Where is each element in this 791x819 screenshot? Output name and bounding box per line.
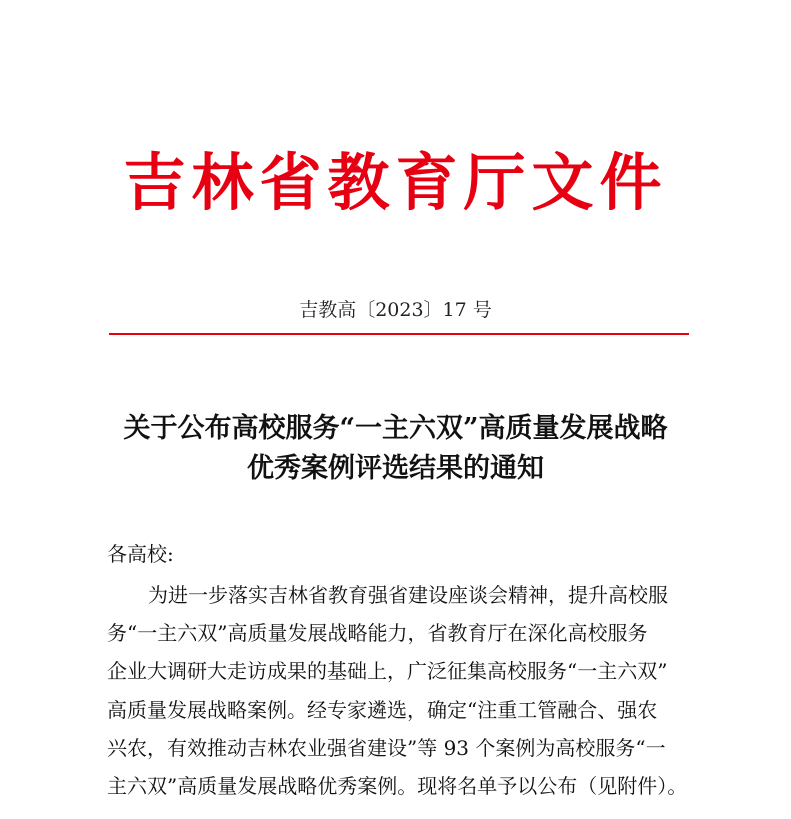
body-line: 兴农，有效推动吉林农业强省建设”等 93 个案例为高校服务“一 [107, 735, 666, 760]
body-line: 为进一步落实吉林省教育强省建设座谈会精神，提升高校服 [148, 583, 668, 607]
document-header-title: 吉林省教育厅文件 [123, 146, 668, 219]
body-line: 主六双”高质量发展战略优秀案例。现将名单予以公布（见附件）。 [107, 774, 688, 799]
salutation: 各高校: [107, 542, 174, 566]
body-line: 务“一主六双”高质量发展战略能力，省教育厅在深化高校服务 [107, 621, 648, 646]
body-line: 企业大调研大走访成果的基础上，广泛征集高校服务“一主六双” [107, 659, 668, 684]
body-paragraph [107, 576, 707, 805]
notice-title-line-2: 优秀案例评选结果的通知 [247, 453, 544, 484]
body-line: 高质量发展战略案例。经专家遴选，确定“注重工管融合、强农 [107, 697, 658, 722]
red-divider-line [109, 333, 689, 335]
notice-title [0, 409, 791, 489]
notice-title-line-1: 关于公布高校服务“一主六双”高质量发展战略 [123, 413, 668, 444]
document-number: 吉教高〔2023〕17 号 [299, 299, 492, 321]
